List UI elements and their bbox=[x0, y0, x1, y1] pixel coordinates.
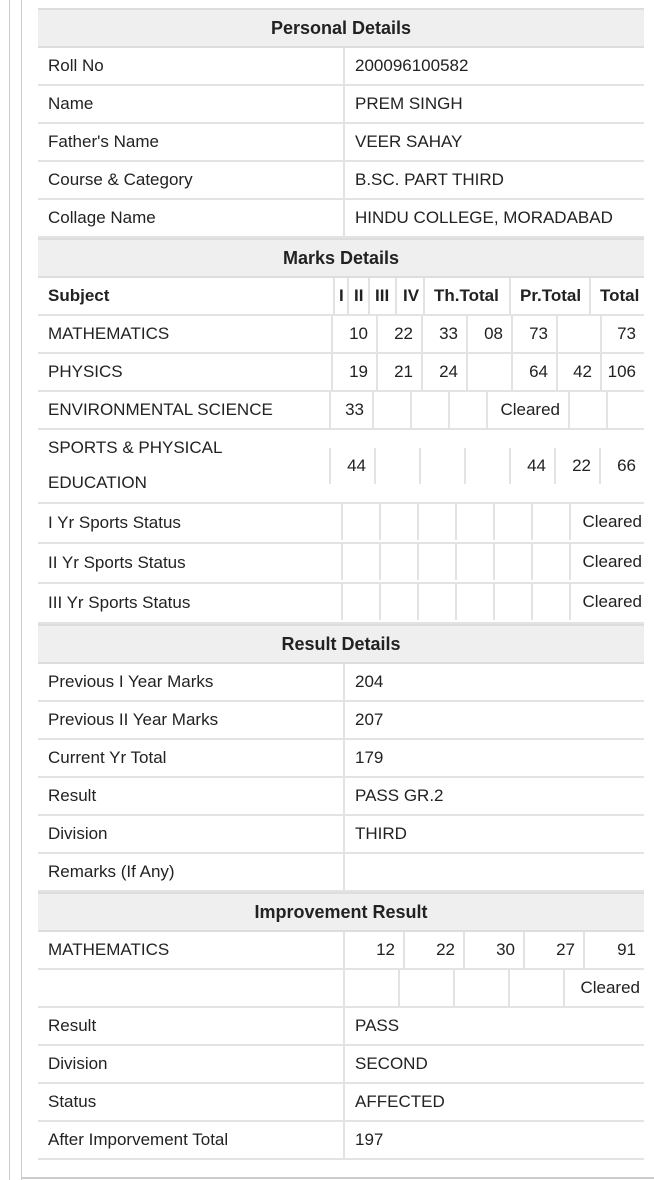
sports-status-row-1 bbox=[38, 504, 644, 544]
improvement-status-row bbox=[38, 970, 644, 1008]
mark-cell bbox=[419, 448, 464, 484]
improvement-result-value: PASS bbox=[343, 1008, 644, 1044]
mark-cell: 42 bbox=[556, 354, 600, 390]
mark-cell: 66 bbox=[599, 448, 644, 484]
improvement-result-label: Result bbox=[48, 1016, 97, 1035]
remarks-value bbox=[343, 854, 644, 890]
subject-row-environmental-science bbox=[38, 392, 644, 430]
empty-cell bbox=[417, 504, 455, 540]
current-total-value: 179 bbox=[343, 740, 644, 776]
prev-1-year-row bbox=[38, 664, 644, 702]
marks-header-row bbox=[38, 278, 644, 316]
result-details-header: Result Details bbox=[38, 624, 644, 664]
empty-cell bbox=[379, 584, 417, 620]
mark-cell bbox=[466, 354, 511, 390]
current-total-label: Current Yr Total bbox=[48, 748, 167, 767]
col-iv-header: IV bbox=[395, 278, 423, 314]
mark-cell: 73 bbox=[600, 316, 644, 352]
improvement-status-cell bbox=[508, 970, 563, 1006]
mark-cell: 33 bbox=[421, 316, 466, 352]
subject-name: SPORTS & PHYSICAL EDUCATION bbox=[48, 438, 222, 492]
improvement-subject-name: MATHEMATICS bbox=[48, 940, 170, 959]
improvement-mark-cell: 22 bbox=[403, 932, 463, 968]
subject-row-physics bbox=[38, 354, 644, 392]
mark-cell bbox=[556, 316, 600, 352]
page-border-bottom bbox=[21, 1177, 654, 1179]
mark-cell: 73 bbox=[511, 316, 556, 352]
subject-name: ENVIRONMENTAL SCIENCE bbox=[48, 400, 273, 419]
mark-cell: 10 bbox=[331, 316, 376, 352]
mark-cell: 33 bbox=[329, 392, 372, 428]
prev-1-year-value: 204 bbox=[343, 664, 644, 700]
improvement-subject-row bbox=[38, 932, 644, 970]
roll-no-row bbox=[38, 48, 644, 86]
father-name-value: VEER SAHAY bbox=[343, 124, 644, 160]
after-improvement-total-label: After Imporvement Total bbox=[48, 1130, 229, 1149]
improvement-mark-cell: 27 bbox=[523, 932, 583, 968]
subject-col-header: Subject bbox=[48, 286, 110, 305]
empty-cell bbox=[531, 504, 569, 540]
empty-cell bbox=[341, 584, 379, 620]
course-value: B.SC. PART THIRD bbox=[343, 162, 644, 198]
empty-cell bbox=[493, 504, 531, 540]
sports-status-row-2 bbox=[38, 544, 644, 584]
remarks-label: Remarks (If Any) bbox=[48, 862, 175, 881]
name-value: PREM SINGH bbox=[343, 86, 644, 122]
name-row bbox=[38, 86, 644, 124]
roll-no-label: Roll No bbox=[48, 56, 104, 75]
subject-row-sports bbox=[38, 430, 644, 504]
improvement-result-row bbox=[38, 1008, 644, 1046]
mark-cell: 19 bbox=[331, 354, 376, 390]
mark-cell bbox=[372, 392, 410, 428]
after-improvement-total-value: 197 bbox=[343, 1122, 644, 1158]
mark-cell bbox=[410, 392, 448, 428]
improvement-status-cell: Cleared bbox=[563, 970, 644, 1006]
mark-cell: 106 bbox=[600, 354, 644, 390]
personal-details-header: Personal Details bbox=[38, 8, 644, 48]
empty-cell bbox=[493, 544, 531, 580]
division-row bbox=[38, 816, 644, 854]
empty-cell bbox=[341, 504, 379, 540]
sports-status-value: Cleared bbox=[569, 584, 644, 620]
prev-1-year-label: Previous I Year Marks bbox=[48, 672, 214, 691]
improvement-mark-cell: 91 bbox=[583, 932, 644, 968]
father-name-row bbox=[38, 124, 644, 162]
marks-details-header: Marks Details bbox=[38, 238, 644, 278]
roll-no-value: 200096100582 bbox=[343, 48, 644, 84]
col-pr-total-header: Pr.Total bbox=[509, 278, 589, 314]
mark-cell: 08 bbox=[466, 316, 511, 352]
mark-cell: 44 bbox=[509, 448, 554, 484]
mark-cell: 24 bbox=[421, 354, 466, 390]
improvement-result-header: Improvement Result bbox=[38, 892, 644, 932]
col-ii-header: II bbox=[347, 278, 368, 314]
sports-status-value: Cleared bbox=[569, 544, 644, 580]
sports-status-row-3 bbox=[38, 584, 644, 624]
improvement-status-cell bbox=[398, 970, 453, 1006]
remarks-row bbox=[38, 854, 644, 892]
mark-cell: 64 bbox=[511, 354, 556, 390]
name-label: Name bbox=[48, 94, 94, 113]
empty-cell bbox=[417, 544, 455, 580]
subject-name: PHYSICS bbox=[48, 362, 123, 381]
improvement-status-value: AFFECTED bbox=[343, 1084, 644, 1120]
subject-name: MATHEMATICS bbox=[48, 324, 170, 343]
col-th-total-header: Th.Total bbox=[423, 278, 509, 314]
page-border-inner bbox=[21, 0, 22, 1180]
empty-cell bbox=[455, 504, 493, 540]
sports-status-label: II Yr Sports Status bbox=[48, 553, 186, 572]
after-improvement-total-row bbox=[38, 1122, 644, 1160]
subject-row-mathematics bbox=[38, 316, 644, 354]
college-label: Collage Name bbox=[48, 208, 156, 227]
course-label: Course & Category bbox=[48, 170, 193, 189]
result-row bbox=[38, 778, 644, 816]
mark-cell bbox=[464, 448, 509, 484]
college-value: HINDU COLLEGE, MORADABAD bbox=[343, 200, 644, 236]
mark-cell bbox=[374, 448, 419, 484]
result-label: Result bbox=[48, 786, 97, 805]
result-sheet bbox=[38, 8, 644, 1160]
mark-cell: Cleared bbox=[486, 392, 568, 428]
empty-cell bbox=[531, 584, 569, 620]
improvement-division-value: SECOND bbox=[343, 1046, 644, 1082]
improvement-status-label: Status bbox=[48, 1092, 97, 1111]
improvement-status-text-row bbox=[38, 1084, 644, 1122]
improvement-division-label: Division bbox=[48, 1054, 108, 1073]
empty-cell bbox=[455, 544, 493, 580]
col-total-header: Total bbox=[589, 278, 644, 314]
empty-cell bbox=[379, 504, 417, 540]
sports-status-value: Cleared bbox=[569, 504, 644, 540]
improvement-status-cell bbox=[453, 970, 508, 1006]
sports-status-label: I Yr Sports Status bbox=[48, 513, 181, 532]
mark-cell: 21 bbox=[376, 354, 421, 390]
mark-cell: 22 bbox=[376, 316, 421, 352]
result-value: PASS GR.2 bbox=[343, 778, 644, 814]
father-name-label: Father's Name bbox=[48, 132, 159, 151]
mark-cell bbox=[606, 392, 644, 428]
division-value: THIRD bbox=[343, 816, 644, 852]
course-row bbox=[38, 162, 644, 200]
empty-cell bbox=[417, 584, 455, 620]
prev-2-year-value: 207 bbox=[343, 702, 644, 738]
col-iii-header: III bbox=[368, 278, 395, 314]
improvement-status-cell bbox=[343, 970, 398, 1006]
empty-cell bbox=[531, 544, 569, 580]
prev-2-year-row bbox=[38, 702, 644, 740]
mark-cell: 44 bbox=[329, 448, 374, 484]
prev-2-year-label: Previous II Year Marks bbox=[48, 710, 219, 729]
improvement-division-row bbox=[38, 1046, 644, 1084]
empty-cell bbox=[455, 584, 493, 620]
improvement-mark-cell: 12 bbox=[343, 932, 403, 968]
empty-cell bbox=[379, 544, 417, 580]
current-total-row bbox=[38, 740, 644, 778]
sports-status-label: III Yr Sports Status bbox=[48, 593, 191, 612]
page-border-left bbox=[9, 0, 10, 1180]
division-label: Division bbox=[48, 824, 108, 843]
mark-cell: 22 bbox=[554, 448, 599, 484]
mark-cell bbox=[568, 392, 606, 428]
improvement-mark-cell: 30 bbox=[463, 932, 523, 968]
col-i-header: I bbox=[333, 278, 347, 314]
empty-cell bbox=[493, 584, 531, 620]
empty-cell bbox=[341, 544, 379, 580]
mark-cell bbox=[448, 392, 486, 428]
college-row bbox=[38, 200, 644, 238]
